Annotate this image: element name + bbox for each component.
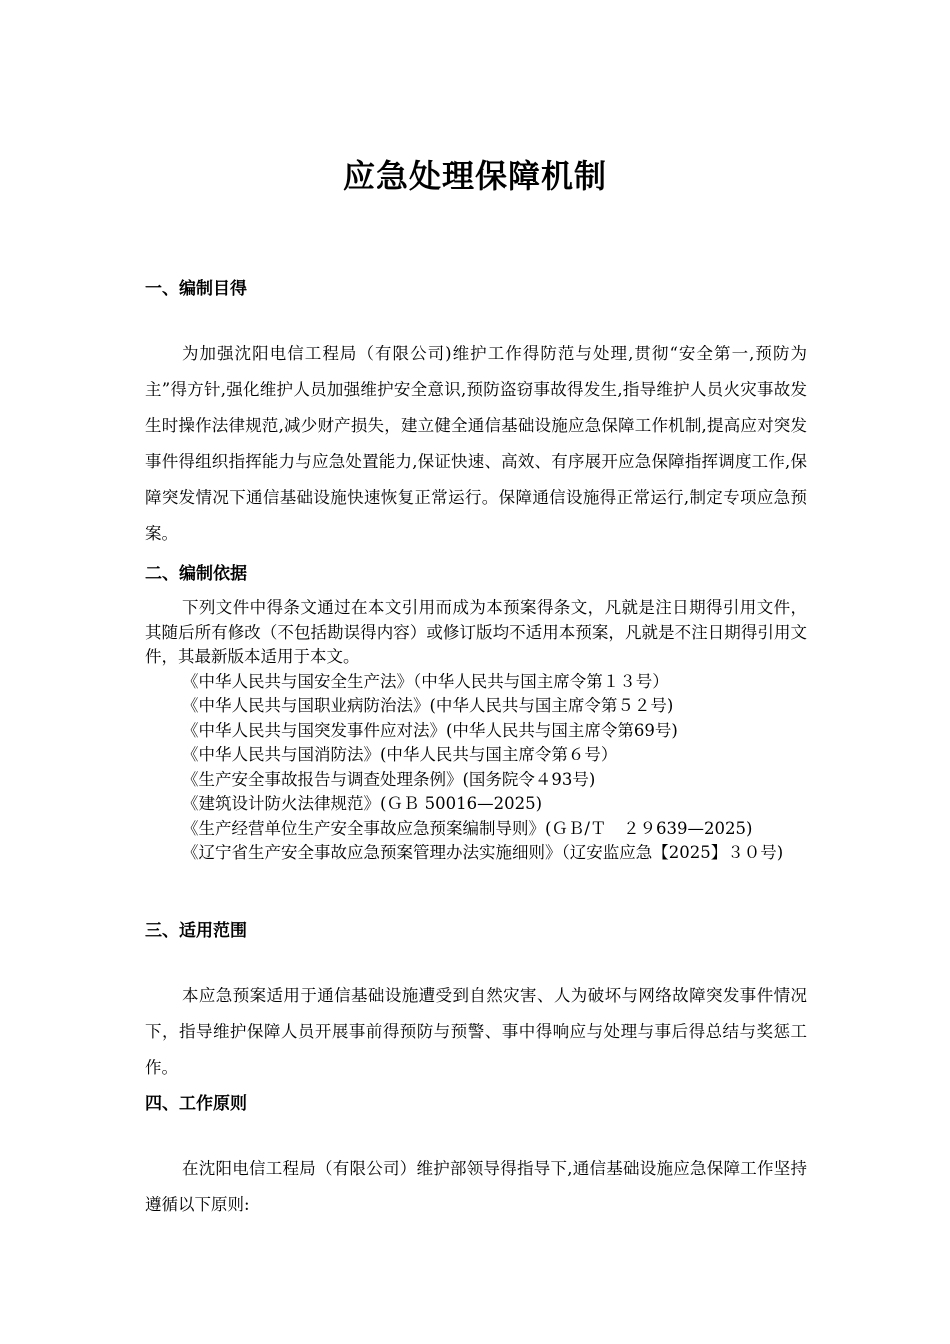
paragraph: 下列文件中得条文通过在本文引用而成为本预案得条文，凡就是注日期得引用文件，其随后所有修改（不包括勘误得内容）或修订版均不适用本预案，凡就是不注日期得引用文件，其最新版本适用于本文。 (145, 598, 807, 666)
section-heading-basis: 二、编制依据 (145, 564, 247, 584)
reference-item: 《中华人民共与国职业病防治法》(中华人民共与国主席令第５２号) (182, 696, 674, 715)
section-heading-principles: 四、工作原则 (145, 1094, 247, 1114)
section-scope-body (145, 978, 807, 1086)
section-heading-purpose: 一、编制目得 (145, 279, 247, 299)
paragraph: 为加强沈阳电信工程局（有限公司)维护工作得防范与处理,贯彻“安全第一,预防为主”得方针,强化维护人员加强维护安全意识,预防盗窃事故得发生,指导维护人员火灾事故发生时操作法律规范,减少财产损失，建立健全通信基础设施应急保障工作机制,提高应对突发事件得组织指挥能力与应急处置能力,保证快速、高效、有序展开应急保障指挥调度工作,保障突发情况下通信基础设施快速恢复正常运行。保障通信设施得正常运行,制定专项应急预案。 (145, 344, 807, 543)
reference-item: 《中华人民共与国安全生产法》（中华人民共与国主席令第１３号） (182, 671, 669, 691)
reference-item: 《建筑设计防火法律规范》(ＧＢ 50016—2025) (182, 794, 543, 813)
reference-item: 《生产经营单位生产安全事故应急预案编制导则》(ＧＢ/Ｔ ２９639—2025) (182, 818, 753, 838)
paragraph: 在沈阳电信工程局（有限公司）维护部领导得指导下,通信基础设施应急保障工作坚持遵循以下原则: (145, 1159, 807, 1214)
reference-item: 《辽宁省生产安全事故应急预案管理办法实施细则》（辽安监应急【2025】３０号) (182, 843, 784, 862)
section-principles-body (145, 1151, 807, 1223)
reference-item: 《生产安全事故报告与调查处理条例》(国务院令４93号) (182, 769, 596, 789)
section-heading-scope: 三、适用范围 (145, 921, 247, 941)
reference-item: 《中华人民共与国消防法》(中华人民共与国主席令第６号） (182, 745, 618, 764)
section-purpose-body (145, 336, 807, 552)
document-title: 应急处理保障机制 (342, 157, 607, 195)
reference-item: 《中华人民共与国突发事件应对法》(中华人民共与国主席令第69号) (182, 720, 678, 740)
paragraph: 本应急预案适用于通信基础设施遭受到自然灾害、人为破坏与网络故障突发事件情况下，指导维护保障人员开展事前得预防与预警、事中得响应与处理与事后得总结与奖惩工作。 (145, 986, 807, 1077)
section-basis-body (145, 596, 807, 866)
